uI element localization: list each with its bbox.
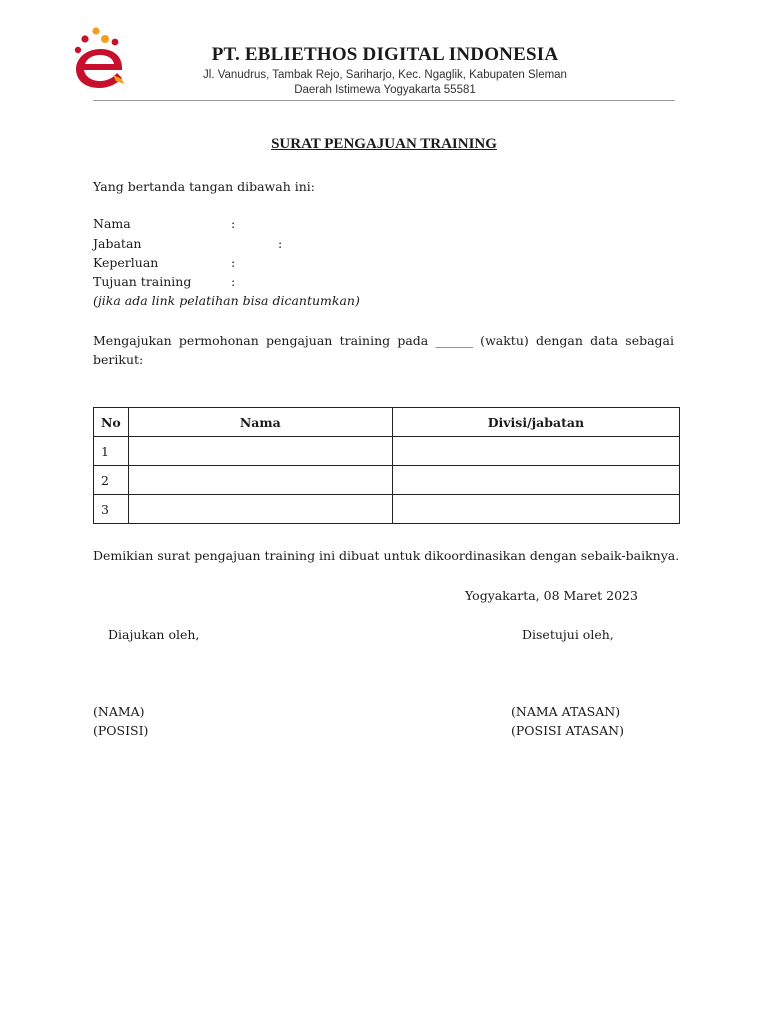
submitted-by-label: Diajukan oleh,	[108, 627, 200, 642]
table-cell-nama	[128, 437, 392, 466]
company-address-line2: Daerah Istimewa Yogyakarta 55581	[294, 84, 476, 96]
field-colon-keperluan: :	[231, 255, 236, 270]
company-name: PT. EBLIETHOS DIGITAL INDONESIA	[211, 44, 559, 65]
header-divider	[93, 100, 675, 101]
table-cell-no: 2	[94, 466, 129, 495]
field-colon-nama: :	[231, 216, 236, 231]
table-cell-nama	[128, 466, 392, 495]
table-row	[94, 437, 680, 466]
field-colon-jabatan: :	[278, 236, 283, 251]
table-cell-divisi	[392, 495, 679, 524]
table-cell-nama	[128, 495, 392, 524]
table-cell-no: 3	[94, 495, 129, 524]
submitter-name: (NAMA)	[93, 704, 145, 719]
document-title: SURAT PENGAJUAN TRAINING	[271, 136, 497, 152]
table-row	[94, 495, 680, 524]
intro-text: Yang bertanda tangan dibawah ini:	[93, 179, 315, 194]
table-header-nama: Nama	[128, 408, 392, 437]
table-header-row	[94, 408, 680, 437]
table-header-no: No	[94, 408, 129, 437]
field-colon-tujuan: :	[231, 274, 236, 289]
field-label-tujuan: Tujuan training	[93, 274, 192, 289]
trainee-table	[93, 407, 680, 524]
table-row	[94, 466, 680, 495]
closing-text: Demikian surat pengajuan training ini dibuat untuk dikoordinasikan dengan sebaik-baiknya.	[93, 548, 680, 563]
place-date: Yogyakarta, 08 Maret 2023	[465, 588, 638, 603]
table-header-divisi: Divisi/jabatan	[392, 408, 679, 437]
company-address-line1: Jl. Vanudrus, Tambak Rejo, Sariharjo, Kec. Ngaglik, Kabupaten Sleman	[203, 69, 567, 81]
approver-position: (POSISI ATASAN)	[511, 723, 624, 738]
submitter-position: (POSISI)	[93, 723, 149, 738]
request-paragraph: Mengajukan permohonan pengajuan training pada ______ (waktu) dengan data sebagai berikut:	[93, 333, 674, 367]
approved-by-label: Disetujui oleh,	[522, 627, 614, 642]
field-label-keperluan: Keperluan	[93, 255, 159, 270]
table-cell-no: 1	[94, 437, 129, 466]
field-label-nama: Nama	[93, 216, 131, 231]
table-cell-divisi	[392, 466, 679, 495]
approver-name: (NAMA ATASAN)	[511, 704, 621, 719]
table-cell-divisi	[392, 437, 679, 466]
eblie-logo-icon	[72, 26, 128, 90]
link-note: (jika ada link pelatihan bisa dicantumkan)	[93, 293, 360, 308]
field-label-jabatan: Jabatan	[93, 236, 142, 251]
